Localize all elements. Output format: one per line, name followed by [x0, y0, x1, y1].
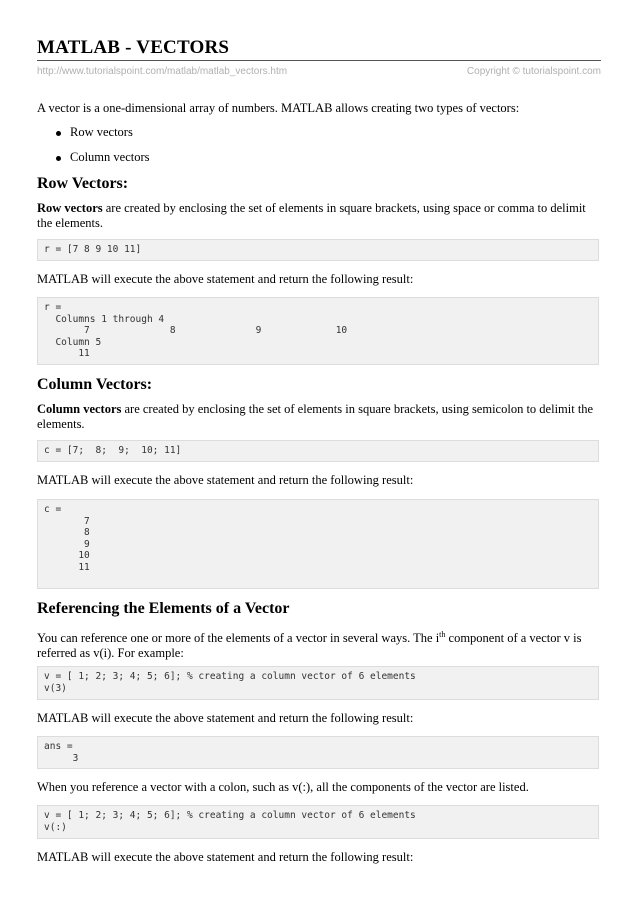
column-vectors-description: are created by enclosing the set of elements in square brackets, using semicolon to delimit the elements.	[37, 402, 594, 431]
code-block-row-vector: r = [7 8 9 10 11]	[37, 239, 599, 261]
list-item-row-vectors: Row vectors	[56, 125, 133, 140]
v3-result-intro: MATLAB will execute the above statement and return the following result:	[37, 711, 414, 725]
intro-paragraph: A vector is a one-dimensional array of numbers. MATLAB allows creating two types of vectors:	[37, 101, 520, 115]
row-result-intro: MATLAB will execute the above statement and return the following result:	[37, 272, 414, 286]
column-vectors-paragraph	[37, 402, 601, 432]
colon-paragraph: When you reference a vector with a colon, such as v(:), all the components of the vector are listed.	[37, 780, 529, 794]
v-colon-result-intro: MATLAB will execute the above statement and return the following result:	[37, 850, 414, 864]
row-vectors-description: are created by enclosing the set of elements in square brackets, using space or comma to delimit the elements.	[37, 201, 586, 230]
list-item-column-vectors: Column vectors	[56, 150, 150, 165]
row-vectors-heading: Row Vectors:	[37, 175, 129, 192]
header-divider	[37, 60, 601, 61]
column-vectors-heading: Column Vectors:	[37, 376, 153, 393]
referencing-heading: Referencing the Elements of a Vector	[37, 600, 290, 617]
row-vectors-paragraph	[37, 201, 601, 231]
source-url[interactable]: http://www.tutorialspoint.com/matlab/matlab_vectors.htm	[37, 66, 288, 77]
row-vectors-term: Row vectors	[37, 201, 103, 215]
code-block-column-vector: c = [7; 8; 9; 10; 11]	[37, 440, 599, 462]
referencing-paragraph: You can reference one or more of the elements of a vector in several ways. The $i^{th}$ component of a vector v is referred as v(i). For example:	[37, 630, 582, 661]
output-block-row-vector: r = Columns 1 through 4 7 8 9 10 Column 5 11	[37, 297, 599, 365]
copyright-notice: Copyright © tutorialspoint.com	[466, 66, 601, 77]
output-block-column-vector: c = 7 8 9 10 11	[37, 499, 599, 589]
column-result-intro: MATLAB will execute the above statement and return the following result:	[37, 473, 414, 487]
code-block-v3: v = [ 1; 2; 3; 4; 5; 6]; % creating a column vector of 6 elements v(3)	[37, 666, 599, 700]
page-title: MATLAB - VECTORS	[37, 37, 230, 58]
column-vectors-term: Column vectors	[37, 402, 122, 416]
output-block-v3: ans = 3	[37, 736, 599, 769]
code-block-v-colon: v = [ 1; 2; 3; 4; 5; 6]; % creating a column vector of 6 elements v(:)	[37, 805, 599, 839]
